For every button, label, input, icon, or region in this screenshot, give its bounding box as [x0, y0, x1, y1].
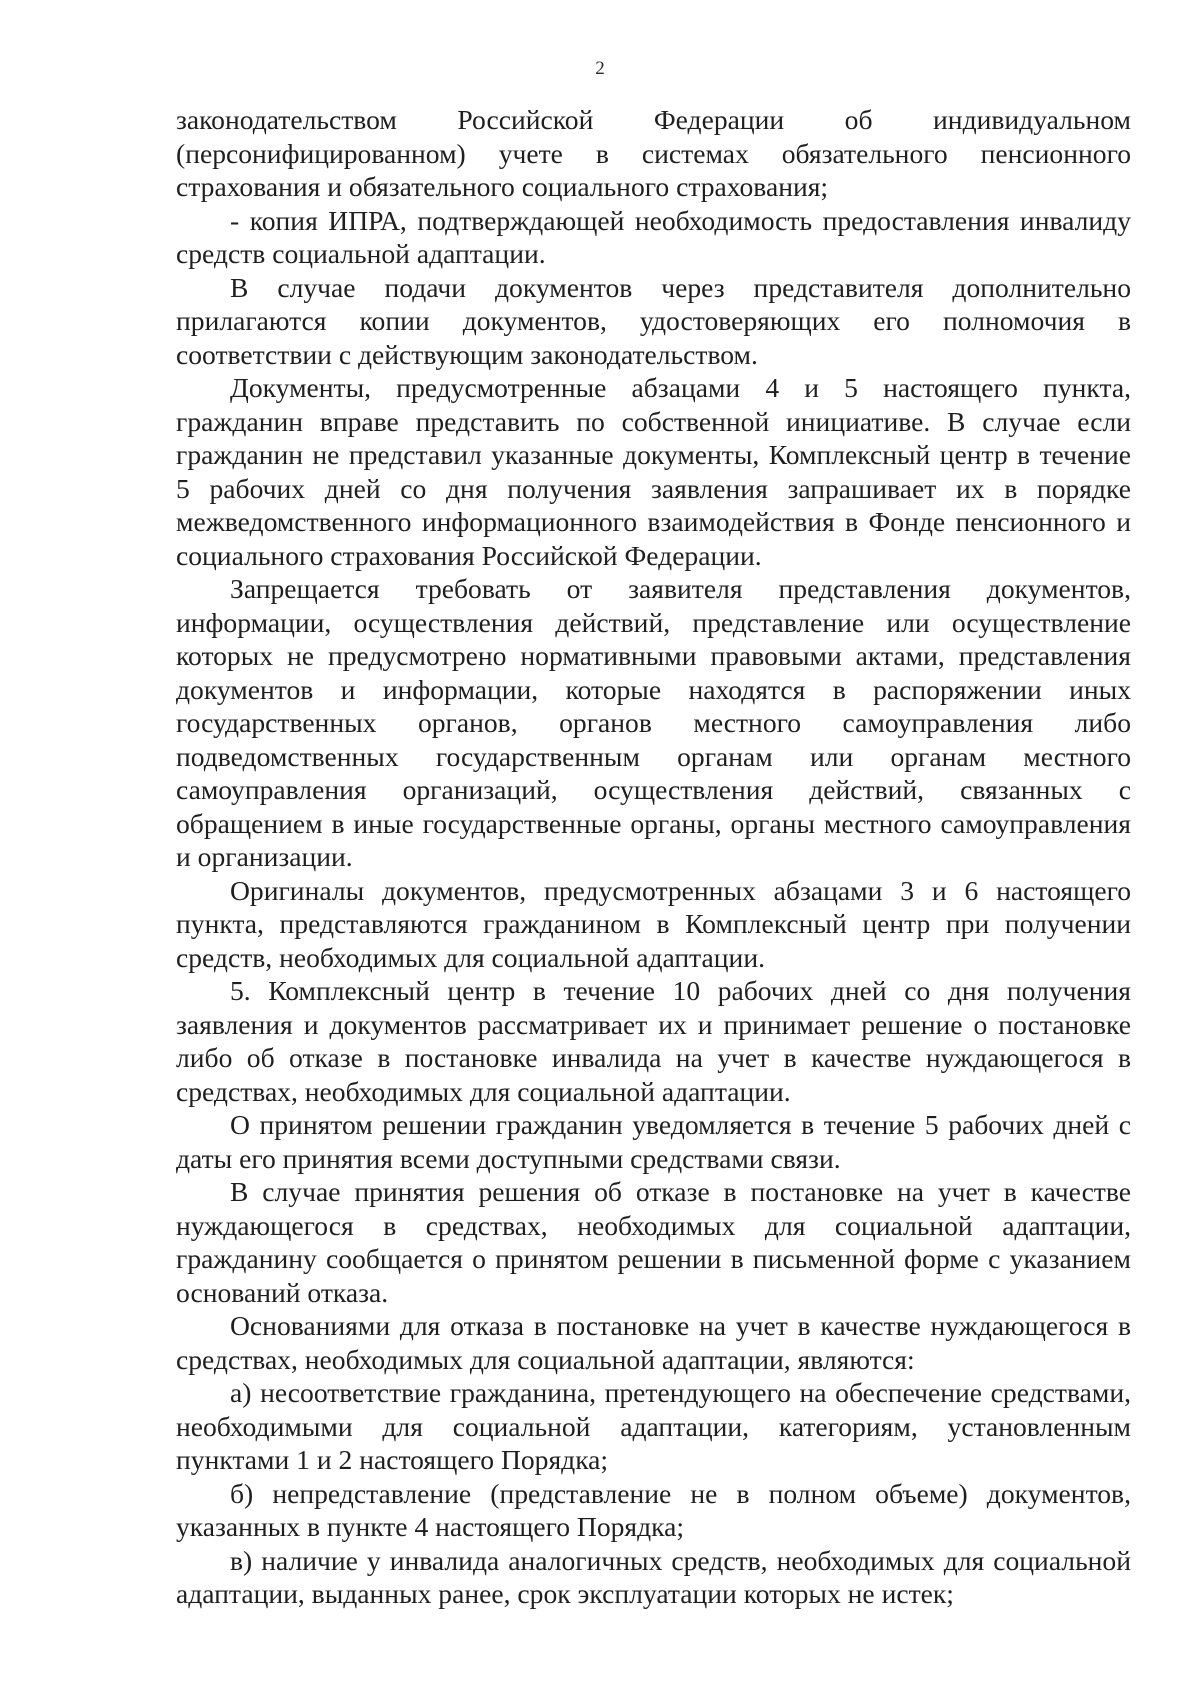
document-body: [176, 103, 1131, 1611]
paragraph-continuation: законодательством Российской Федерации об индивидуальном (персонифицированном) учете в системах обязательного пенсионного страхования и обязательного социального страхования;: [176, 104, 1131, 202]
paragraph-ground-v: в) наличие у инвалида аналогичных средств, необходимых для социальной адаптации, выданных ранее, срок эксплуатации которых не истек;: [176, 1544, 1131, 1609]
page-number: 2: [595, 58, 605, 79]
paragraph-ground-a: а) несоответствие гражданина, претендующего на обеспечение средствами, необходимыми для социальной адаптации, категориям, установленным пунктами 1 и 2 настоящего Порядка;: [176, 1377, 1131, 1475]
paragraph-own-initiative: Документы, предусмотренные абзацами 4 и 5 настоящего пункта, гражданин вправе представить по собственной инициативе. В случае если гражданин не представил указанные документы, Комплексный центр в течение 5 рабочих дней со дня получения заявления запрашивает их в порядке межведомственного информационного взаимодействия в Фонде пенсионного и социального страхования Российской Федерации.: [176, 372, 1131, 571]
paragraph-prohibition: Запрещается требовать от заявителя представления документов, информации, осуществления действий, представление или осуществление которых не предусмотрено нормативными правовыми актами, представления документов и информации, которые находятся в распоряжении иных государственных органов, органов местного самоуправления либо подведомственных государственным органам или органам местного самоуправления организаций, осуществления действий, связанных с обращением в иные государственные органы, органы местного самоуправления и организации.: [176, 573, 1131, 872]
paragraph-ground-b: б) непредставление (представление не в полном объеме) документов, указанных в пункте 4 настоящего Порядка;: [176, 1477, 1131, 1542]
paragraph-originals: Оригиналы документов, предусмотренных абзацами 3 и 6 настоящего пункта, представляются гражданином в Комплексный центр при получении средств, необходимых для социальной адаптации.: [176, 874, 1131, 973]
paragraph-item-5: 5. Комплексный центр в течение 10 рабочих дней со дня получения заявления и документов рассматривает их и принимает решение о постановке либо об отказе в постановке инвалида на учет в качестве нуждающегося в средствах, необходимых для социальной адаптации.: [176, 975, 1131, 1107]
paragraph-notification: О принятом решении гражданин уведомляется в течение 5 рабочих дней с даты его принятия всеми доступными средствами связи.: [176, 1109, 1131, 1174]
paragraph-ipra-copy: - копия ИПРА, подтверждающей необходимость предоставления инвалиду средств социальной адаптации.: [176, 204, 1131, 269]
paragraph-representative: В случае подачи документов через представителя дополнительно прилагаются копии документов, удостоверяющих его полномочия в соответствии с действующим законодательством.: [176, 271, 1131, 370]
paragraph-refusal-grounds: Основаниями для отказа в постановке на учет в качестве нуждающегося в средствах, необходимых для социальной адаптации, являются:: [176, 1310, 1131, 1375]
paragraph-refusal-case: В случае принятия решения об отказе в постановке на учет в качестве нуждающегося в средствах, необходимых для социальной адаптации, гражданину сообщается о принятом решении в письменной форме с указанием оснований отказа.: [176, 1176, 1131, 1308]
